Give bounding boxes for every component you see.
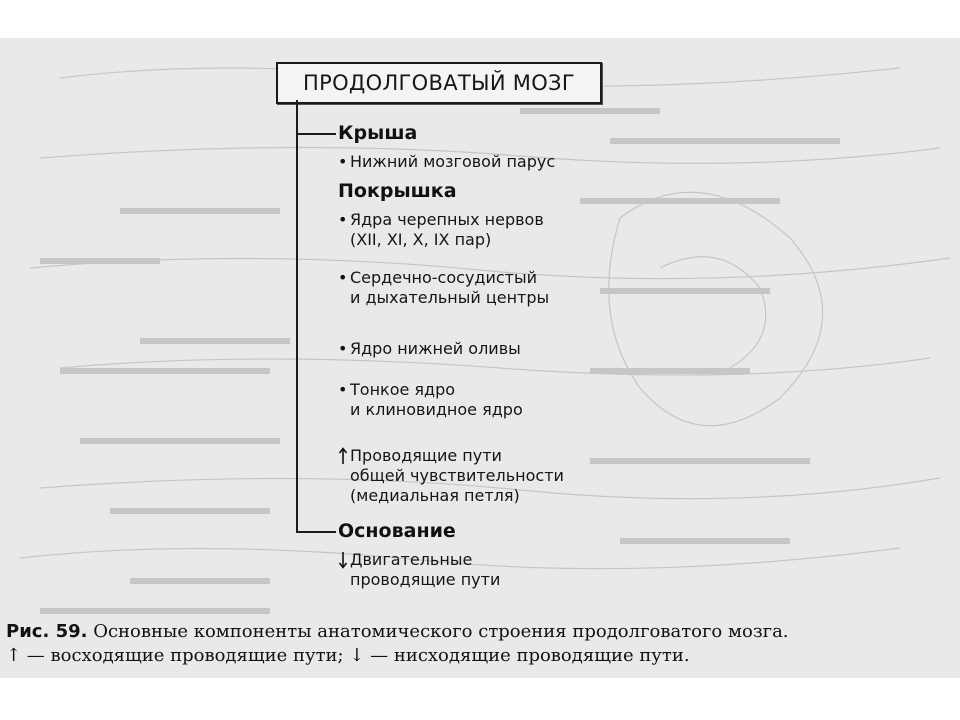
list-item-line: и дыхательный центры	[350, 288, 550, 307]
list-item	[338, 339, 521, 359]
bullet-icon: •	[338, 210, 348, 229]
arrow-up-icon	[338, 446, 350, 466]
diagram-title: ПРОДОЛГОВАТЫЙ МОЗГ	[303, 71, 575, 95]
list-item	[338, 210, 544, 250]
tree-trunk-line	[296, 100, 298, 532]
list-item	[338, 380, 523, 420]
list-item-line: (медиальная петля)	[350, 486, 520, 505]
bullet-icon: •	[338, 339, 348, 358]
list-item-line: Тонкое ядро	[350, 380, 456, 399]
list-item-line: Нижний мозговой парус	[350, 152, 556, 171]
bullet-icon: •	[338, 268, 348, 287]
list-item-line: Ядра черепных нервов	[350, 210, 544, 229]
list-item-line: и клиновидное ядро	[350, 400, 523, 419]
list-item-line: Ядро нижней оливы	[350, 339, 521, 358]
caption-text: Основные компоненты анатомического строения продолговатого мозга.	[93, 621, 789, 642]
caption-line-1	[6, 620, 956, 644]
list-item-line: (XII, XI, X, IX пар)	[350, 230, 492, 249]
figure-caption	[6, 620, 956, 668]
list-item	[338, 446, 564, 506]
branch-line-krysha	[296, 133, 336, 135]
list-item-line: общей чувствительности	[350, 466, 564, 485]
section-title-pokryshka: Покрышка	[338, 180, 457, 202]
arrow-down-icon	[338, 550, 350, 570]
caption-line-2: ↑ — восходящие проводящие пути; ↓ — нисходящие проводящие пути.	[6, 645, 690, 666]
list-item-line: Сердечно-сосудистый	[350, 268, 538, 287]
branch-line-osnovanie	[296, 531, 336, 533]
list-item	[338, 268, 549, 308]
section-title-osnovanie: Основание	[338, 520, 456, 542]
scanned-page	[0, 38, 960, 678]
bullet-icon: •	[338, 152, 348, 171]
section-title-krysha: Крыша	[338, 122, 418, 144]
list-item	[338, 550, 500, 590]
list-item	[338, 152, 555, 172]
list-item-line: проводящие пути	[350, 570, 501, 589]
figure-label: Рис. 59.	[6, 621, 88, 642]
list-item-line: Проводящие пути	[350, 446, 502, 465]
list-item-line: Двигательные	[350, 550, 473, 569]
diagram-title-box	[276, 62, 602, 104]
bullet-icon: •	[338, 380, 348, 399]
